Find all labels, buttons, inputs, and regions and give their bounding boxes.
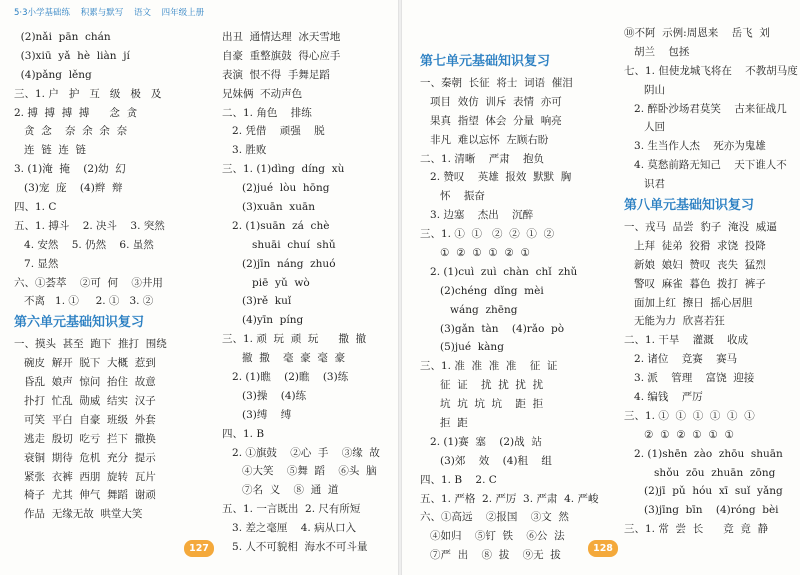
answer-line: (5)jué kàng xyxy=(420,341,504,354)
answer-line: 2. (1)cuì zuì chàn chǐ zhǔ xyxy=(420,265,578,278)
answer-line: 2. 搏 搏 搏 搏 念 贪 xyxy=(14,106,138,119)
answer-line: 衰铜 期待 危机 充分 提示 xyxy=(14,451,156,464)
answer-line: 3. (1)淹 掩 (2)幼 幻 xyxy=(14,163,126,176)
answer-line: 不离 1. ① 2. ① 3. ② xyxy=(14,295,154,308)
left-page-column-1 xyxy=(14,28,167,524)
answer-line: 新娘 娘妇 赞叹 丧失 猛烈 xyxy=(624,258,766,271)
answer-line: 4. 安然 5. 仍然 6. 虽然 xyxy=(14,238,154,251)
answer-line: 昏乱 娘声 惊问 抬住 故意 xyxy=(14,376,156,389)
answer-line: 3. 差之毫厘 4. 病从口入 xyxy=(222,522,357,535)
answer-line: 逃走 殷切 吃亏 拦下 撒换 xyxy=(14,432,156,445)
page-header xyxy=(14,6,212,18)
answer-line: 撤 撒 毫 豪 毫 豪 xyxy=(222,352,346,365)
answer-line: (3)操 (4)练 xyxy=(222,389,307,402)
answer-line: 2. 诸位 竞赛 赛马 xyxy=(624,353,738,366)
right-page-column-1 xyxy=(420,50,598,565)
answer-line: 六、①荟萃 ②可 何 ③井用 xyxy=(14,276,163,289)
answer-line: 六、①高远 ②报国 ③文 然 xyxy=(420,511,569,524)
answer-line: 紧张 衣裤 西朋 旋转 瓦片 xyxy=(14,470,156,483)
answer-line: 2. (1)suān zá chè xyxy=(222,219,330,232)
answer-line: 4. 莫愁前路无知己 天下谁人不 xyxy=(624,159,787,172)
left-page xyxy=(0,0,398,575)
answer-line: ② ① ② ① ① ① xyxy=(624,428,734,441)
answer-line: 2. ①旗鼓 ②心 手 ③缘 故 xyxy=(222,446,380,459)
answer-line: 胡兰 包拯 xyxy=(624,45,690,58)
answer-line: 七、1. 但使龙城飞将在 不教胡马度 xyxy=(624,64,798,77)
series-name: 5·3小学基础练 xyxy=(14,8,71,18)
answer-line: piē yǔ wò xyxy=(222,276,310,289)
answer-line: 怀 振奋 xyxy=(420,190,485,203)
answer-line: ④如归 ⑤钉 铁 ⑥公 法 xyxy=(420,530,565,543)
answer-line: 自豪 重整旗鼓 得心应手 xyxy=(222,49,341,62)
answer-line: 三、1. 准 准 准 准 征 证 xyxy=(420,360,558,373)
answer-line: 2. 赞叹 英雄 报效 默默 胸 xyxy=(420,171,572,184)
answer-line: 拒 距 xyxy=(420,417,468,430)
grade-name: 四年级上册 xyxy=(161,8,205,18)
answer-line: 表演 恨不得 手舞足蹈 xyxy=(222,68,330,81)
answer-line: 二、1. 干旱 灌溉 收成 xyxy=(624,334,749,347)
answer-line: 2. (1)瞧 (2)瞧 (3)练 xyxy=(222,371,349,384)
answer-line: 三、1. 顽 玩 顽 玩 撒 撤 xyxy=(222,333,367,346)
answer-line: (3)jīng bīn (4)róng bèi xyxy=(624,504,779,517)
answer-line: (4)pǎng lěng xyxy=(14,68,92,81)
answer-line: 人回 xyxy=(624,121,666,134)
answer-line: 扑打 忙乱 勋威 结实 汉子 xyxy=(14,395,156,408)
answer-line: 二、1. 角色 排练 xyxy=(222,106,312,119)
answer-line: (3)gǎn tàn (4)rǎo pò xyxy=(420,322,565,335)
section-title: 第七单元基础知识复习 xyxy=(420,54,551,69)
answer-line: 一、摸头 甚至 跑下 推打 围绕 xyxy=(14,338,167,351)
answer-line: shǒu zōu zhuān zōng xyxy=(624,466,776,479)
page-number: 128 xyxy=(588,540,618,557)
answer-line: (2)nǎi pān chán xyxy=(14,31,111,43)
answer-line: (3)宠 庞 (4)辫 辩 xyxy=(14,182,123,195)
answer-line: 2. (1)赛 塞 (2)战 站 xyxy=(420,435,542,448)
section-title: 第六单元基础知识复习 xyxy=(14,315,145,331)
answer-line: (2)jī pǔ hóu xī suǐ yǎng xyxy=(624,485,783,498)
answer-line: 4. 编钱 严厉 xyxy=(624,391,703,404)
answer-line: 兄妹俩 不动声色 xyxy=(222,87,303,100)
answer-line: 作品 无缘无故 哄堂大笑 xyxy=(14,508,143,521)
answer-line: (3)缚 缚 xyxy=(222,408,292,421)
answer-line: 项目 效仿 训斥 表情 亦可 xyxy=(420,95,562,108)
answer-line: 二、1. 清晰 严肃 抱负 xyxy=(420,152,545,165)
answer-line: ⑦名 义 ⑧ 通 道 xyxy=(222,484,339,497)
answer-line: 可笑 平白 自豪 班级 外套 xyxy=(14,413,156,426)
answer-line: (2)jué lòu hōng xyxy=(222,182,330,195)
book-name: 积累与默写 xyxy=(80,8,124,18)
answer-line: 坑 坑 坑 坑 距 拒 xyxy=(420,398,544,411)
answer-line: 连 链 连 链 xyxy=(14,144,87,157)
answer-line: 5. 人不可貌相 海水不可斗量 xyxy=(222,541,368,554)
answer-line: 警叹 麻雀 暮色 拨打 裤子 xyxy=(624,277,766,290)
answer-line: shuāi chuí shǔ xyxy=(222,238,336,251)
answer-line: 出丑 通情达理 冰天雪地 xyxy=(222,31,341,43)
answer-line: 三、1. (1)dìng díng xù xyxy=(222,163,345,176)
answer-line: ⑩不阿 示例:周恩来 岳飞 刘 xyxy=(624,27,770,39)
answer-line: (3)xuān xuān xyxy=(222,201,315,214)
answer-line: (2)chéng dǐng mèi xyxy=(420,284,544,297)
answer-line: 征 证 扰 扰 扰 扰 xyxy=(420,379,544,392)
answer-line: 2. 醉卧沙场君莫笑 古来征战几 xyxy=(624,102,787,115)
right-page xyxy=(402,0,800,575)
answer-line: 三、1. ① ① ② ② ① ② xyxy=(420,228,555,241)
answer-line: 三、1. ① ① ① ① ① ① xyxy=(624,409,755,422)
section-title: 第八单元基础知识复习 xyxy=(624,198,755,214)
answer-line: 贪 念 奈 余 余 奈 xyxy=(14,125,128,138)
page-number: 127 xyxy=(184,540,214,557)
answer-line: 3. 生当作人杰 死亦为鬼雄 xyxy=(624,140,766,153)
answer-line: 四、1. B xyxy=(222,427,265,440)
answer-line: 四、1. B 2. C xyxy=(420,473,497,486)
answer-line: 一、戎马 品尝 豹子 淹没 威逼 xyxy=(624,221,777,234)
answer-line: 识君 xyxy=(624,178,666,191)
answer-line: 阴山 xyxy=(624,83,666,96)
answer-line: (4)yīn píng xyxy=(222,314,304,327)
answer-line: 五、1. 严格 2. 严厉 3. 严肃 4. 严峻 xyxy=(420,492,599,505)
answer-line: 3. 胜败 xyxy=(222,144,267,157)
answer-line: 一、秦朝 长征 将士 词语 催泪 xyxy=(420,77,573,89)
answer-line: 上拜 徒弟 狡猾 求饶 投降 xyxy=(624,239,766,252)
answer-line: (2)jīn náng zhuó xyxy=(222,257,336,270)
answer-line: wáng zhēng xyxy=(420,303,518,316)
answer-line: 三、1. 常 尝 长 竞 竟 静 xyxy=(624,523,769,536)
left-page-column-2 xyxy=(222,28,380,557)
answer-line: 五、1. 搏斗 2. 决斗 3. 突然 xyxy=(14,219,165,232)
answer-line: 碗皮 解开 脱下 大概 惹到 xyxy=(14,357,156,370)
answer-line: 四、1. C xyxy=(14,201,57,214)
subject-name: 语文 xyxy=(133,8,151,18)
answer-line: (3)xiū yǎ hè liàn jí xyxy=(14,49,130,62)
answer-line: 面加上红 擦日 摇心居胆 xyxy=(624,296,753,309)
answer-line: ⑦严 出 ⑧ 拔 ⑨无 拔 xyxy=(420,549,561,562)
answer-line: ① ② ① ① ② ① xyxy=(420,247,530,260)
answer-line: 椅子 尤其 伸气 舞蹈 谢顽 xyxy=(14,489,156,502)
answer-line: 非凡 难以忘怀 左顾右盼 xyxy=(420,133,549,146)
answer-line: 果真 指望 体会 分量 响亮 xyxy=(420,114,562,127)
answer-line: 3. 派 管理 富饶 迎接 xyxy=(624,372,755,385)
answer-line: ④大笑 ⑤舞 蹈 ⑥头 脑 xyxy=(222,465,377,478)
right-page-column-2 xyxy=(624,24,798,539)
answer-line: 7. 显然 xyxy=(14,257,59,270)
answer-line: 2. 凭借 顽强 脱 xyxy=(222,125,325,138)
answer-line: 无能为力 欣喜若狂 xyxy=(624,315,725,328)
answer-line: 2. (1)shēn zào zhōu shuān xyxy=(624,447,783,460)
answer-line: 3. 边塞 杰出 沉醉 xyxy=(420,209,534,222)
answer-line: 五、1. 一言既出 2. 尺有所短 xyxy=(222,503,361,516)
answer-line: (3)郊 效 (4)租 组 xyxy=(420,454,552,467)
answer-line: (3)rě kuǐ xyxy=(222,295,292,308)
answer-line: 三、1. 户 护 互 级 极 及 xyxy=(14,87,162,100)
